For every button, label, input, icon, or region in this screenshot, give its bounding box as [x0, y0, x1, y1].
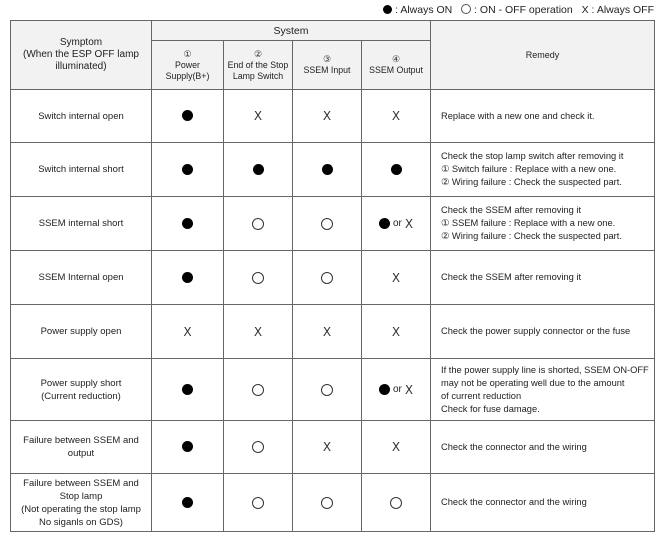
always-off-icon: X	[404, 216, 414, 231]
legend-always-on	[383, 4, 452, 16]
column-number: ②	[253, 48, 263, 59]
remedy-text: Check the connector and the wiring	[441, 441, 587, 452]
always-off-icon: X	[322, 109, 332, 123]
always-off-icon: X	[391, 324, 401, 339]
remedy-text: Check the SSEM after removing it	[441, 205, 582, 215]
table-row	[11, 90, 655, 143]
column-header-ssem-output	[362, 41, 431, 90]
remedy-cell	[431, 421, 655, 474]
status-cell	[152, 143, 224, 197]
column-label: Power Supply(B+)	[165, 59, 210, 81]
status-cell	[293, 421, 362, 474]
symptom-cell	[11, 197, 152, 251]
remedy-cell	[431, 251, 655, 305]
table-row	[11, 305, 655, 359]
remedy-text: Check the connector and the wiring	[441, 497, 587, 507]
column-number: ④	[391, 54, 401, 64]
status-cell	[152, 90, 224, 143]
symptom-header-line: illuminated)	[55, 61, 107, 72]
column-header-power-supply	[152, 41, 224, 90]
legend-always-off-text: X : Always OFF	[581, 4, 654, 16]
column-label: SSEM Output	[369, 65, 423, 75]
remedy-text: ② Wiring failure : Check the suspected part.	[441, 231, 622, 241]
column-header-stop-lamp-switch	[224, 41, 293, 90]
system-header: System	[152, 21, 431, 41]
status-cell	[362, 197, 431, 251]
symptom-cell	[11, 421, 152, 474]
always-off-icon: X	[391, 270, 401, 285]
table-row	[11, 474, 655, 532]
column-number: ①	[183, 48, 192, 59]
status-cell	[293, 474, 362, 532]
status-cell	[152, 421, 224, 474]
symptom-text: No siganls on GDS)	[39, 516, 123, 528]
column-label: SSEM Input	[303, 65, 351, 75]
legend-on-off-text: : ON - OFF operation	[474, 4, 573, 16]
status-cell	[152, 474, 224, 532]
status-cell	[224, 251, 293, 305]
status-cell	[362, 474, 431, 532]
status-cell	[362, 251, 431, 305]
column-label: Lamp Switch	[232, 70, 284, 81]
on-off-icon	[252, 441, 264, 453]
always-on-icon	[182, 384, 193, 395]
status-cell	[224, 359, 293, 421]
column-number: ③	[322, 54, 332, 64]
status-cell	[293, 359, 362, 421]
on-off-icon	[390, 497, 402, 509]
remedy-text: Check for fuse damage.	[441, 403, 540, 414]
always-on-icon	[182, 110, 193, 121]
or-text: or	[392, 384, 402, 395]
status-cell	[152, 251, 224, 305]
symptom-text: Power supply short	[40, 377, 122, 389]
status-cell	[362, 421, 431, 474]
status-cell	[362, 90, 431, 143]
always-off-icon: X	[391, 109, 401, 123]
hollow-circle-icon	[461, 4, 471, 14]
always-on-icon	[182, 164, 193, 175]
filled-circle-icon	[383, 5, 392, 14]
always-off-icon: X	[404, 382, 414, 397]
status-cell	[293, 305, 362, 359]
remedy-text: ① SSEM failure : Replace with a new one.	[441, 218, 616, 228]
on-off-icon	[252, 218, 264, 230]
symptom-text: Switch internal open	[38, 110, 124, 122]
remedy-text: Check the power supply connector or the fuse	[441, 326, 631, 336]
table-row	[11, 251, 655, 305]
troubleshooting-table	[10, 20, 655, 532]
symptom-text: Stop lamp	[59, 490, 103, 502]
symptom-text: Failure between SSEM and	[23, 435, 139, 446]
remedy-cell	[431, 90, 655, 143]
table-row	[11, 143, 655, 197]
always-off-icon: X	[391, 440, 401, 454]
remedy-text: Replace with a new one and check it.	[441, 110, 595, 121]
always-on-icon	[379, 384, 390, 395]
always-off-icon: X	[183, 324, 192, 339]
remedy-cell	[431, 143, 655, 197]
always-on-icon	[379, 218, 390, 229]
legend	[377, 4, 654, 16]
remedy-text: ① Switch failure : Replace with a new one.	[441, 164, 617, 174]
always-on-icon	[182, 218, 193, 229]
status-cell	[362, 143, 431, 197]
symptom-text: SSEM internal short	[38, 218, 124, 229]
symptom-text: (Current reduction)	[41, 390, 121, 402]
always-on-icon	[253, 164, 264, 175]
on-off-icon	[252, 497, 264, 509]
always-on-icon	[182, 441, 193, 452]
status-cell	[293, 90, 362, 143]
column-label: End of the Stop	[227, 59, 289, 70]
remedy-text: of current reduction	[441, 390, 522, 401]
remedy-text: ② Wiring failure : Check the suspected part.	[441, 177, 622, 187]
table-body	[11, 90, 655, 532]
symptom-cell	[11, 251, 152, 305]
symptom-header	[11, 21, 152, 90]
column-header-ssem-input	[293, 41, 362, 90]
legend-on-off	[461, 4, 573, 16]
symptom-cell	[11, 90, 152, 143]
status-cell	[224, 421, 293, 474]
on-off-icon	[321, 384, 333, 396]
status-cell	[293, 251, 362, 305]
status-cell	[224, 90, 293, 143]
status-cell	[293, 143, 362, 197]
always-on-icon	[391, 164, 402, 175]
symptom-cell	[11, 474, 152, 532]
status-cell	[293, 197, 362, 251]
always-off-icon: X	[253, 109, 263, 123]
always-off-icon: X	[322, 440, 332, 454]
symptom-cell	[11, 305, 152, 359]
symptom-cell	[11, 143, 152, 197]
on-off-icon	[252, 272, 264, 284]
table-row	[11, 197, 655, 251]
symptom-text: (Not operating the stop lamp	[21, 503, 141, 515]
status-cell	[152, 359, 224, 421]
legend-always-off	[582, 4, 654, 16]
remedy-cell	[431, 305, 655, 359]
status-cell	[224, 197, 293, 251]
remedy-cell	[431, 474, 655, 532]
on-off-icon	[321, 218, 333, 230]
remedy-text: Check the SSEM after removing it	[441, 272, 582, 282]
status-cell	[224, 474, 293, 532]
symptom-text: output	[67, 448, 95, 459]
legend-always-on-text: : Always ON	[395, 4, 453, 16]
status-cell	[152, 305, 224, 359]
table-row	[11, 421, 655, 474]
table-row	[11, 359, 655, 421]
remedy-text: If the power supply line is shorted, SSEM ON-OFF	[441, 364, 649, 375]
symptom-text: SSEM Internal open	[38, 272, 124, 283]
remedy-text: Check the stop lamp switch after removing it	[441, 151, 624, 161]
symptom-cell	[11, 359, 152, 421]
always-off-icon: X	[253, 324, 263, 339]
remedy-cell	[431, 197, 655, 251]
status-cell	[362, 359, 431, 421]
always-on-icon	[322, 164, 333, 175]
always-on-icon	[182, 272, 193, 283]
symptom-header-line: Symptom	[59, 37, 103, 48]
on-off-icon	[321, 272, 333, 284]
remedy-header: Remedy	[431, 21, 655, 90]
on-off-icon	[252, 384, 264, 396]
status-cell	[224, 305, 293, 359]
symptom-header-line: (When the ESP OFF lamp	[23, 49, 139, 60]
status-cell	[152, 197, 224, 251]
status-cell	[224, 143, 293, 197]
always-on-icon	[182, 497, 193, 508]
symptom-text: Failure between SSEM and	[23, 477, 139, 489]
or-text: or	[392, 218, 402, 229]
on-off-icon	[321, 497, 333, 509]
status-cell	[362, 305, 431, 359]
remedy-cell	[431, 359, 655, 421]
remedy-text: may not be operating well due to the amount	[441, 377, 625, 388]
always-off-icon: X	[322, 324, 332, 339]
symptom-text: Power supply open	[40, 326, 122, 337]
symptom-text: Switch internal short	[38, 164, 124, 175]
